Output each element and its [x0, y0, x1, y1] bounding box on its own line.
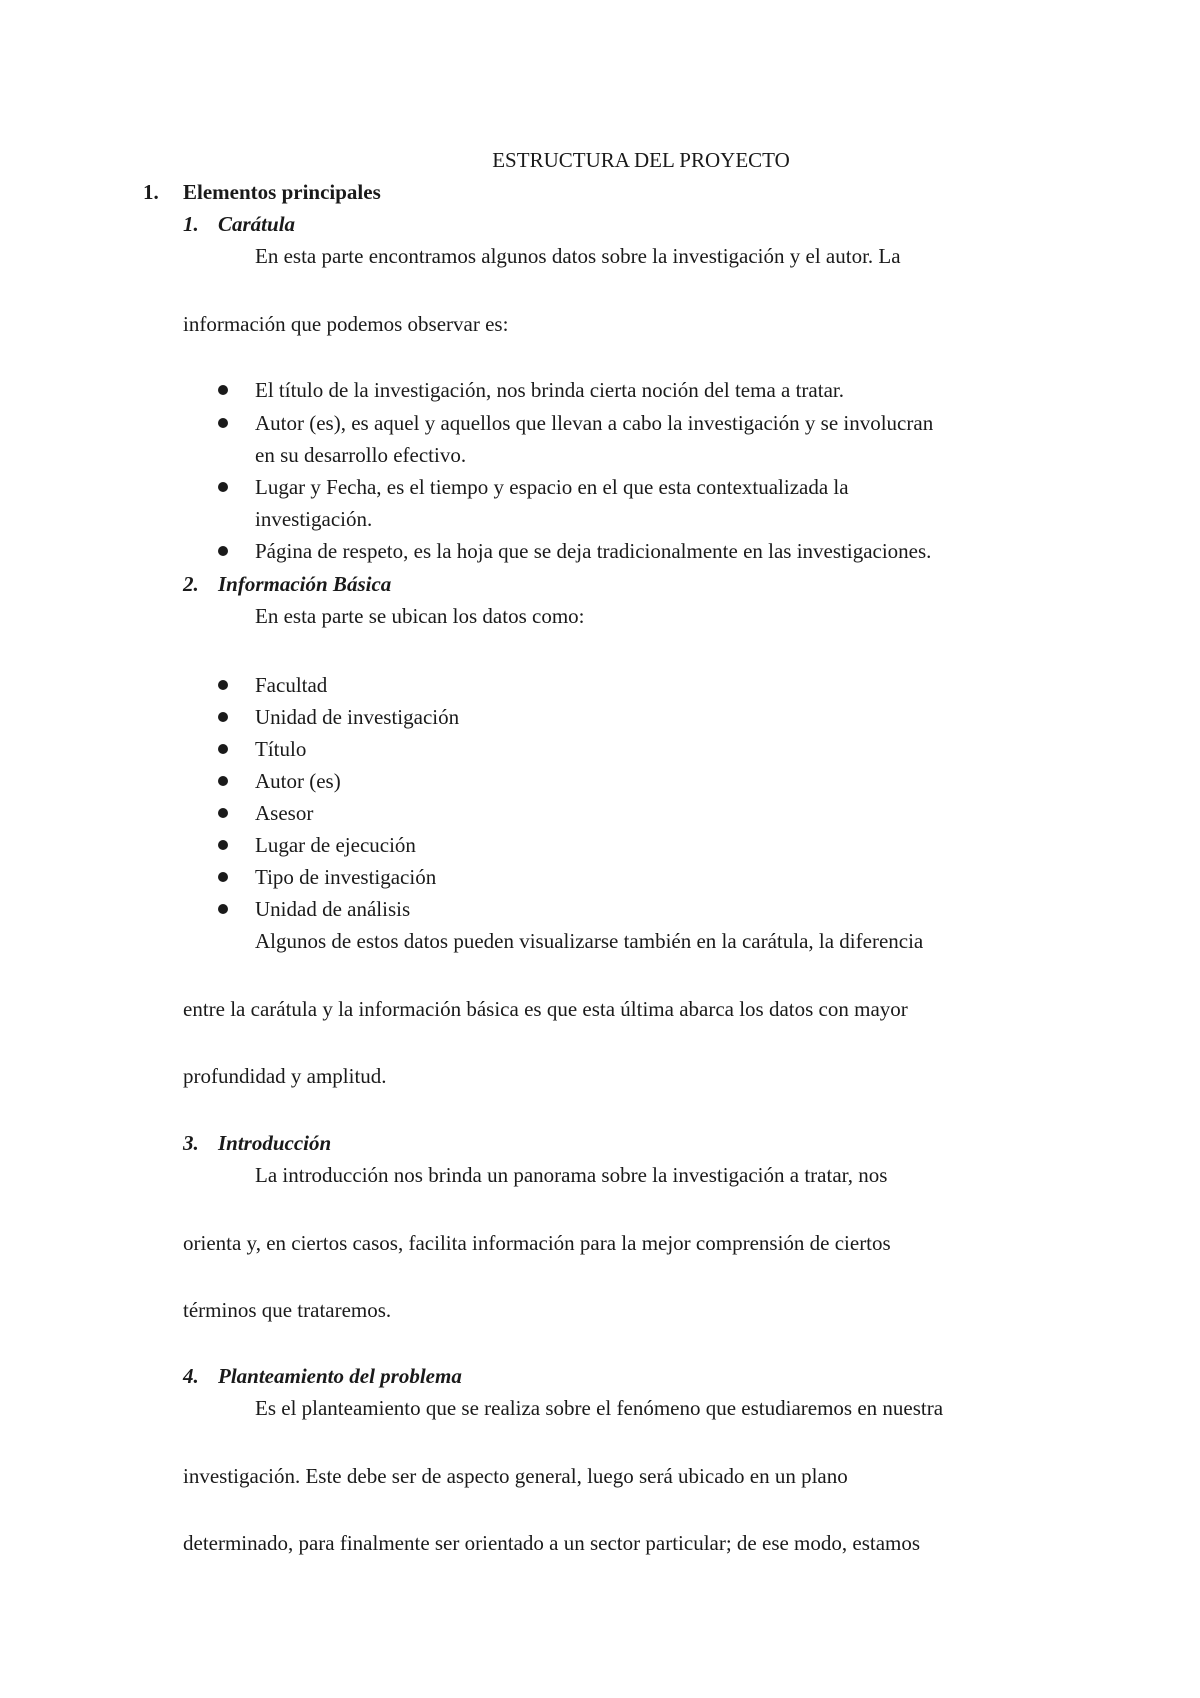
section-heading: Elementos principales [183, 180, 381, 204]
subsection-heading: Información Básica [218, 572, 392, 596]
paragraph-line: La introducción nos brinda un panorama sobre la investigación a tratar, nos [255, 1163, 888, 1187]
subsection-heading: Planteamiento del problema [218, 1364, 462, 1388]
list-item: Autor (es) [255, 769, 341, 793]
list-item: El título de la investigación, nos brinda cierta noción del tema a tratar. [255, 378, 844, 402]
paragraph-line: profundidad y amplitud. [183, 1064, 387, 1088]
list-item: investigación. [255, 507, 373, 531]
list-item: Lugar de ejecución [255, 833, 416, 857]
paragraph-line: Es el planteamiento que se realiza sobre el fenómeno que estudiaremos en nuestra [255, 1396, 944, 1420]
paragraph-line: investigación. Este debe ser de aspecto general, luego será ubicado en un plano [183, 1464, 848, 1488]
bullet-icon [218, 385, 228, 395]
paragraph-line: Algunos de estos datos pueden visualizarse también en la carátula, la diferencia [255, 929, 924, 953]
section-number: 1. [143, 180, 159, 204]
list-item: Asesor [255, 801, 314, 825]
page-title: ESTRUCTURA DEL PROYECTO [492, 148, 790, 172]
paragraph-line: entre la carátula y la información básica es que esta última abarca los datos con mayor [183, 997, 908, 1021]
paragraph-line: orienta y, en ciertos casos, facilita información para la mejor comprensión de ciertos [183, 1231, 891, 1255]
list-item: en su desarrollo efectivo. [255, 443, 467, 467]
bullet-icon [218, 546, 228, 556]
bullet-icon [218, 418, 228, 428]
bullet-icon [218, 712, 228, 722]
subsection-number: 4. [183, 1364, 199, 1388]
list-item: Tipo de investigación [255, 865, 437, 889]
bullet-icon [218, 808, 228, 818]
bullet-icon [218, 776, 228, 786]
list-item: Título [255, 737, 307, 761]
list-item: Lugar y Fecha, es el tiempo y espacio en el que esta contextualizada la [255, 475, 849, 499]
subsection-number: 3. [183, 1131, 199, 1155]
list-item: Unidad de investigación [255, 705, 460, 729]
bullet-icon [218, 482, 228, 492]
list-item: Página de respeto, es la hoja que se deja tradicionalmente en las investigaciones. [255, 539, 932, 563]
list-item: Facultad [255, 673, 328, 697]
bullet-icon [218, 904, 228, 914]
paragraph-line: términos que trataremos. [183, 1298, 392, 1322]
paragraph-line: información que podemos observar es: [183, 312, 509, 336]
subsection-number: 1. [183, 212, 199, 236]
bullet-icon [218, 680, 228, 690]
list-item: Unidad de análisis [255, 897, 411, 921]
subsection-heading: Introducción [218, 1131, 332, 1155]
bullet-icon [218, 744, 228, 754]
bullet-icon [218, 872, 228, 882]
paragraph-line: determinado, para finalmente ser orientado a un sector particular; de ese modo, estamos [183, 1531, 921, 1555]
subsection-number: 2. [183, 572, 199, 596]
paragraph-line: En esta parte se ubican los datos como: [255, 604, 585, 628]
list-item: Autor (es), es aquel y aquellos que llevan a cabo la investigación y se involucran [255, 411, 934, 435]
subsection-heading: Carátula [218, 212, 296, 236]
bullet-icon [218, 840, 228, 850]
paragraph-line: En esta parte encontramos algunos datos sobre la investigación y el autor. La [255, 244, 901, 268]
